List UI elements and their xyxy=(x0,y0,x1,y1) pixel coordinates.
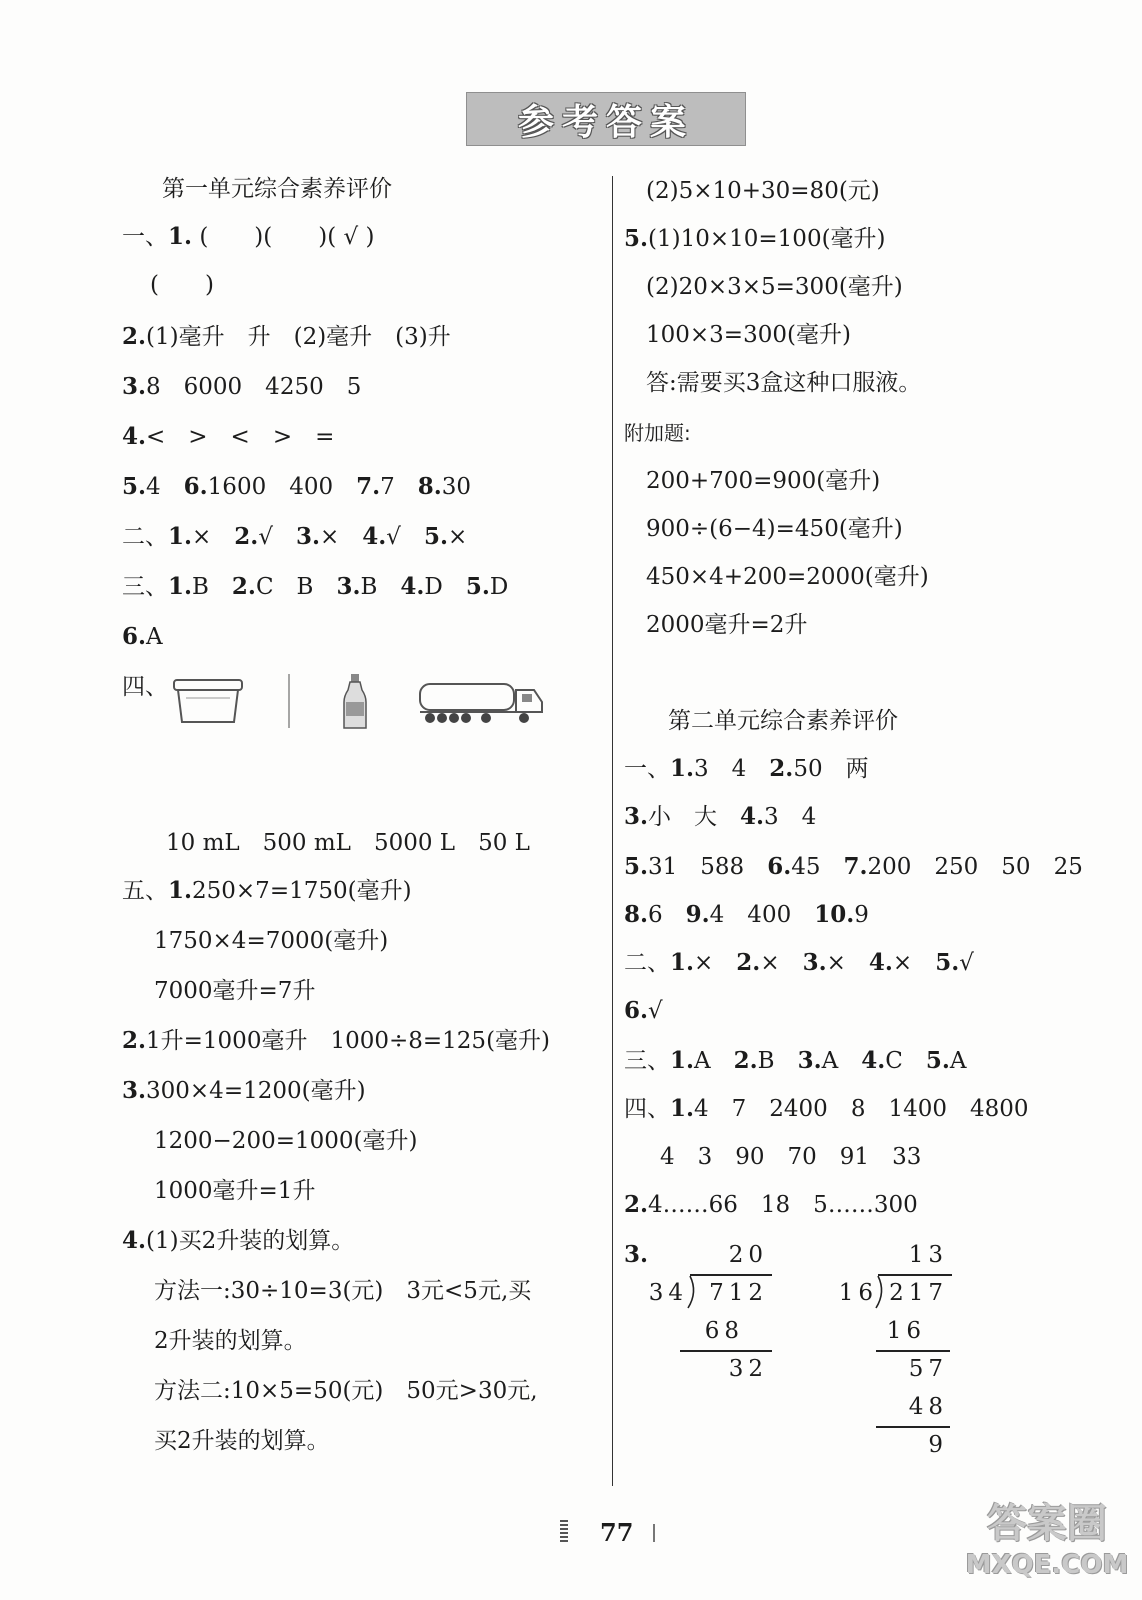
extra-label: 附加题: xyxy=(624,421,691,445)
s1-q4: 4.< > < > = xyxy=(122,423,335,450)
s5-q4-l1: 4.(1)买2升装的划算。 xyxy=(122,1227,355,1254)
s3-q6: 6.A xyxy=(122,623,163,650)
u2-s1-b: 3.小 大 4.3 4 xyxy=(624,803,817,830)
page-title: 参考答案 xyxy=(466,92,746,146)
s5-q4-l5: 买2升装的划算。 xyxy=(154,1428,330,1454)
u2-s4-q1-l1: 四、1.4 7 2400 8 1400 4800 xyxy=(624,1095,1029,1122)
u2-s2: 二、1.× 2.× 3.× 4.× 5.√ xyxy=(624,949,974,976)
s1-q1-cont: ( ) xyxy=(150,272,214,298)
div1-dividend: 712 xyxy=(709,1280,768,1306)
s2-answers: 二、1.× 2.√ 3.× 4.√ 5.× xyxy=(122,523,468,550)
tub-icon xyxy=(172,676,244,726)
watermark-logo: 答案圈 MXQE.COM xyxy=(965,1501,1129,1580)
column-divider xyxy=(612,176,613,1486)
s5-q4-l4: 方法二:10×5=50(元) 50元>30元, xyxy=(154,1378,538,1404)
u2-s4-q2: 2.4……66 18 5……300 xyxy=(624,1191,918,1218)
extra-l2: 900÷(6−4)=450(毫升) xyxy=(646,516,903,542)
u2-s4-q3-num: 3. xyxy=(624,1241,649,1268)
div1-remainder: 32 xyxy=(728,1356,768,1382)
s4-caption: 10 mL 500 mL 5000 L 50 L xyxy=(166,830,530,856)
u2-s3: 三、1.A 2.B 3.A 4.C 5.A xyxy=(624,1047,967,1074)
s5-q4-l2: 方法一:30÷10=3(元) 3元<5元,买 xyxy=(154,1278,532,1304)
u2-s1-c: 5.31 588 6.45 7.200 250 50 25 xyxy=(624,853,1083,880)
div1-quotient: 20 xyxy=(728,1242,768,1268)
s5-q2: 2.1升=1000毫升 1000÷8=125(毫升) xyxy=(122,1027,551,1054)
s5-q1-l3: 7000毫升=7升 xyxy=(154,978,316,1004)
r-q5-l4: 答:需要买3盒这种口服液。 xyxy=(646,370,922,396)
dropper-icon xyxy=(284,672,294,730)
div2-remainder: 9 xyxy=(928,1432,948,1458)
s5-q4-l3: 2升装的划算。 xyxy=(154,1328,307,1354)
bottle-icon xyxy=(340,672,370,732)
u2-s2-q6: 6.√ xyxy=(624,997,663,1024)
extra-l3: 450×4+200=2000(毫升) xyxy=(646,564,929,590)
s3-answers: 三、1.B 2.C B 3.B 4.D 5.D xyxy=(122,573,509,600)
div1-product: 68 xyxy=(704,1318,744,1344)
s5-q3-l2: 1200−200=1000(毫升) xyxy=(154,1128,418,1154)
u2-s1-a: 一、1.3 4 2.50 两 xyxy=(624,755,869,782)
s5-q3-l3: 1000毫升=1升 xyxy=(154,1178,316,1204)
div2-product1: 16 xyxy=(886,1318,926,1344)
s5-q1-l2: 1750×4=7000(毫升) xyxy=(154,928,389,954)
extra-l4: 2000毫升=2升 xyxy=(646,612,808,638)
r-q5-l2: (2)20×3×5=300(毫升) xyxy=(646,274,903,300)
div2-partial: 57 xyxy=(908,1356,948,1382)
s4-label: 四、 xyxy=(122,674,168,700)
s1-q1: 一、1. ( )( )( √ ) xyxy=(122,223,375,250)
div2-divisor: 16 xyxy=(838,1280,878,1306)
page-number: 77 xyxy=(600,1518,634,1547)
s1-q3: 3.8 6000 4250 5 xyxy=(122,373,362,400)
s1-q5-8: 5.4 6.1600 400 7.7 8.30 xyxy=(122,473,472,500)
div2-quotient: 13 xyxy=(908,1242,948,1268)
s5-q3-l1: 3.300×4=1200(毫升) xyxy=(122,1077,366,1104)
div2-product2: 48 xyxy=(908,1394,948,1420)
unit1-heading: 第一单元综合素养评价 xyxy=(162,176,392,202)
u2-s1-d: 8.6 9.4 400 10.9 xyxy=(624,901,869,928)
unit2-heading: 第二单元综合素养评价 xyxy=(668,708,898,734)
div1-divisor: 34 xyxy=(648,1280,688,1306)
div2-dividend: 217 xyxy=(889,1280,948,1306)
s5-q1-l1: 五、1.250×7=1750(毫升) xyxy=(122,877,412,904)
r-q5-l1: 5.(1)10×10=100(毫升) xyxy=(624,225,886,252)
r-q5-l3: 100×3=300(毫升) xyxy=(646,322,851,348)
page-marker-left xyxy=(560,1520,568,1544)
r-q4-2: (2)5×10+30=80(元) xyxy=(646,178,880,204)
u2-s4-q1-l2: 4 3 90 70 91 33 xyxy=(660,1144,922,1170)
s1-q2: 2.(1)毫升 升 (2)毫升 (3)升 xyxy=(122,323,451,350)
tanker-truck-icon xyxy=(416,676,546,726)
extra-l1: 200+700=900(毫升) xyxy=(646,468,881,494)
page-marker-right xyxy=(653,1524,655,1542)
